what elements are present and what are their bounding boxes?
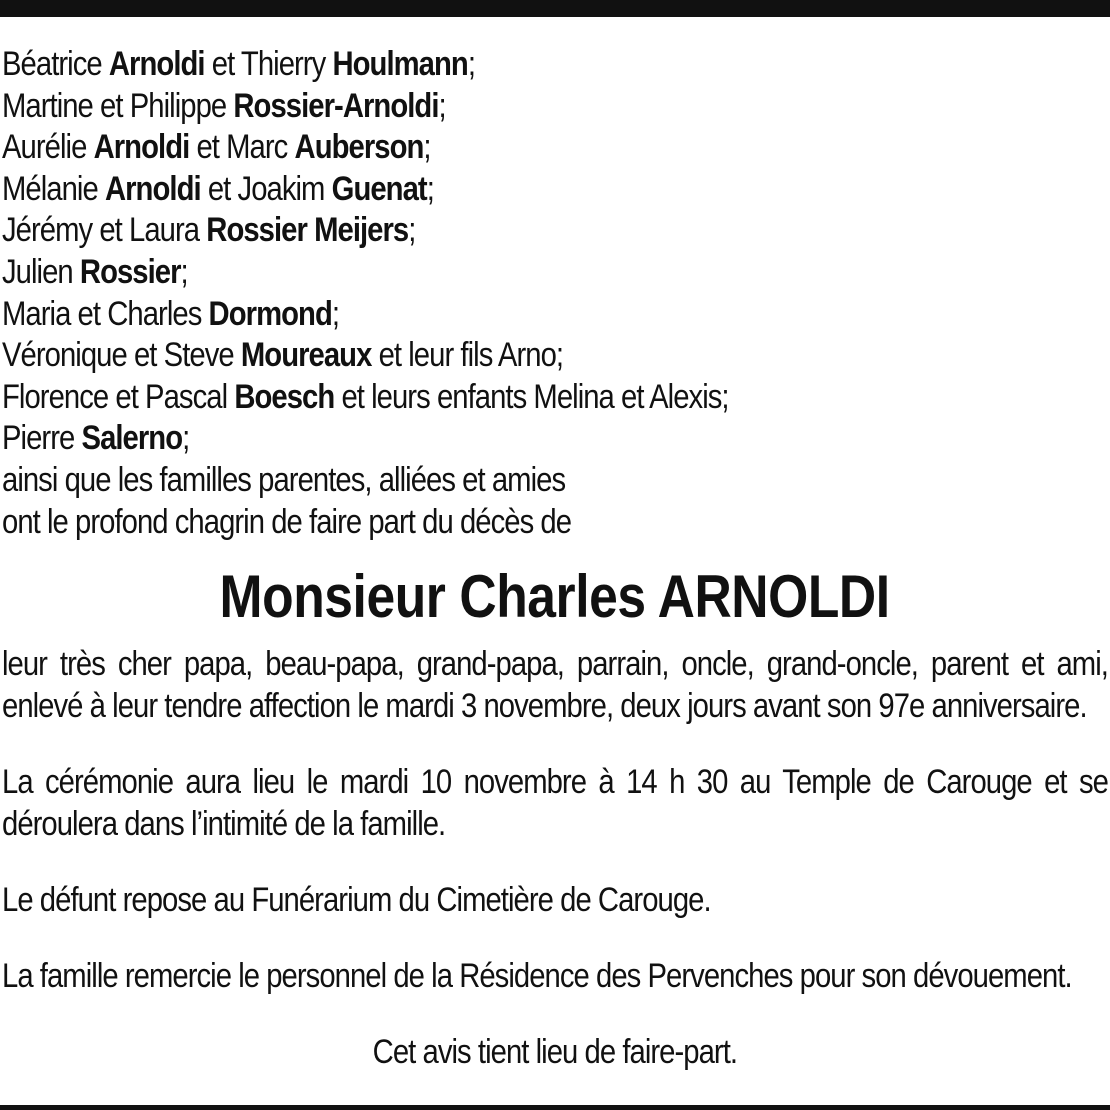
family-surname: Auberson	[294, 128, 424, 167]
mourner-line	[2, 169, 1108, 211]
mourner-line	[2, 44, 1108, 86]
family-text: Martine et Philippe	[2, 86, 234, 125]
thanks-paragraph: La famille remercie le personnel de la Résidence des Pervenches pour son dévouement.	[2, 957, 1072, 996]
mourner-line	[2, 127, 1108, 169]
family-text: et Joakim	[200, 169, 332, 208]
family-text: Jérémy et Laura	[2, 211, 207, 250]
family-text: et leurs enfants Melina et Alexis;	[334, 377, 729, 416]
mourner-line	[2, 460, 1108, 502]
family-text: Aurélie	[2, 128, 94, 167]
family-text: ;	[423, 128, 431, 167]
family-text: ;	[438, 86, 446, 125]
deceased-name: Monsieur Charles ARNOLDI	[219, 563, 891, 631]
family-surname: Arnoldi	[104, 169, 201, 208]
family-text: ;	[331, 294, 340, 333]
bottom-border-rule	[0, 1105, 1110, 1110]
family-surname: Guenat	[331, 169, 427, 208]
family-surname: Rossier	[79, 252, 181, 291]
mourner-line	[2, 502, 1108, 544]
mourner-line	[2, 418, 1108, 460]
family-text: Pierre	[2, 419, 82, 458]
mourner-line	[2, 252, 1108, 294]
mourner-line	[2, 86, 1108, 128]
closing-note	[2, 1031, 1108, 1073]
family-surname: Moureaux	[240, 336, 372, 375]
family-surname: Houlmann	[332, 45, 468, 83]
closing-text: Cet avis tient lieu de faire-part.	[372, 1033, 738, 1072]
family-surname: Dormond	[208, 294, 332, 333]
obituary-notice	[2, 44, 1108, 1073]
family-surname: Boesch	[234, 377, 335, 416]
family-surname: Arnoldi	[93, 128, 190, 167]
top-border-rule	[0, 0, 1110, 17]
family-text: ;	[182, 419, 190, 458]
family-text: ;	[467, 45, 476, 83]
family-text: Julien	[2, 252, 80, 291]
family-text: Véronique et Steve	[2, 336, 241, 375]
repose-paragraph: Le défunt repose au Funérarium du Cimetière de Carouge.	[2, 881, 711, 920]
family-text: et leur fils Arno;	[371, 336, 564, 375]
family-text: ont le profond chagrin de faire part du décès de	[2, 502, 572, 541]
mourner-line	[2, 210, 1108, 252]
family-surname: Salerno	[81, 419, 183, 458]
family-text: et Marc	[189, 128, 295, 167]
mourner-line	[2, 294, 1108, 336]
mourner-line	[2, 377, 1108, 419]
deceased-name-heading	[2, 563, 1108, 631]
family-text: ;	[426, 169, 434, 208]
ceremony-paragraph: La cérémonie aura lieu le mardi 10 novembre à 14 h 30 au Temple de Carouge et se déroulera dans l’intimité de la famille.	[2, 763, 1108, 844]
family-text: Florence et Pascal	[2, 377, 235, 416]
family-text: ainsi que les familles parentes, alliées et amies	[2, 460, 566, 499]
family-surname: Arnoldi	[108, 45, 205, 83]
family-surname: Rossier-Arnoldi	[233, 86, 439, 125]
family-text: ;	[408, 211, 416, 250]
mourners-list	[2, 44, 1108, 543]
mourner-line	[2, 335, 1108, 377]
family-text: Maria et Charles	[2, 294, 209, 333]
tribute-paragraph: leur très cher papa, beau-papa, grand-papa, parrain, oncle, grand-oncle, parent et ami, enlevé à leur tendre affection le mardi 3 novembre, deux jours avant son 97e anniversaire.	[2, 645, 1108, 726]
notice-body	[2, 643, 1108, 997]
family-text: ;	[180, 252, 188, 291]
family-surname: Rossier Meijers	[206, 211, 409, 250]
family-text: Mélanie	[2, 169, 105, 208]
family-text: Béatrice	[2, 45, 109, 83]
family-text: et Thierry	[204, 45, 333, 83]
